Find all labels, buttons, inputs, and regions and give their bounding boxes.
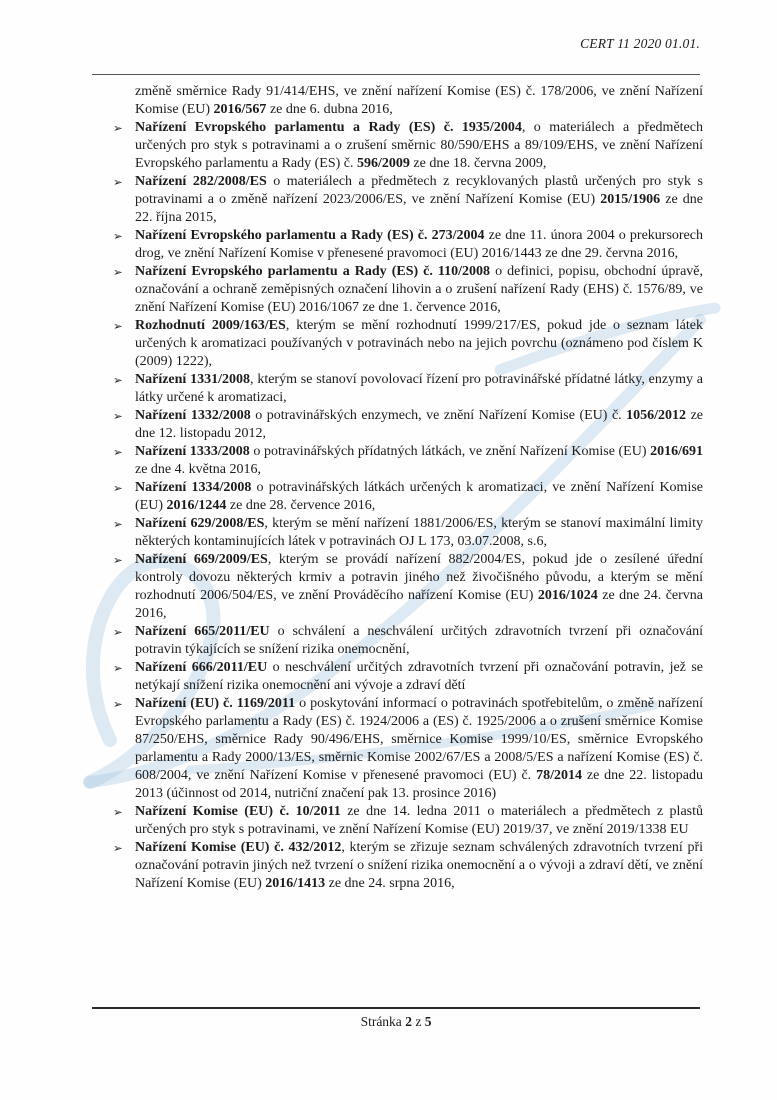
text-segment: ze dne 6. dubna 2016,: [266, 102, 393, 117]
arrow-bullet-icon: ➢: [113, 625, 123, 639]
text-segment: Nařízení Evropského parlamentu a Rady (ES) č. 273/2004: [135, 228, 485, 243]
document-body: [113, 83, 703, 893]
list-item-text: [135, 479, 703, 515]
text-segment: o schválení a neschválení určitých zdravotních tvrzení při označování potravin týkajících se snížení rizika onemocnění,: [135, 624, 703, 657]
text-segment: ze dne 14. ledna 2011 o materiálech a předmětech z plastů určených pro styk s potravinami, ve znění Nařízení Komise (EU) 2019/37, ve znění 2019/1338 EU: [135, 804, 703, 837]
list-item: [113, 695, 703, 803]
text-segment: o potravinářských enzymech, ve znění Nařízení Komise (EU) č.: [250, 408, 627, 423]
arrow-bullet-icon: ➢: [113, 553, 123, 567]
continuation-paragraph: [135, 83, 703, 119]
text-segment: o materiálech a předmětech z recyklovaných plastů určených pro styk s potravinami a o změně nařízení 2023/2006/ES, ve znění Nařízení Komise (EU): [135, 174, 703, 207]
text-segment: , kterým se stanoví povolovací řízení pro potravinářské přídatné látky, enzymy a látky určené k aromatizaci,: [135, 372, 703, 405]
text-segment: o definici, popisu, obchodní úpravě, označování a ochraně zeměpisných označení lihovin a o zrušení nařízení Rady (EHS) č. 1576/89, ve znění Nařízení Komise (EU) 2016/1067 ze dne 1. července 2016,: [135, 264, 703, 315]
text-segment: , kterým se mění nařízení 1881/2006/ES, kterým se stanoví maximální limity některých kontaminujících látek v potravinách OJ L 173, 03.07.2008, s.6,: [135, 516, 703, 549]
list-item: [113, 803, 703, 839]
text-segment: 2016/1244: [166, 498, 227, 513]
header-divider: [92, 74, 700, 75]
arrow-bullet-icon: ➢: [113, 121, 123, 135]
arrow-bullet-icon: ➢: [113, 319, 123, 333]
list-item: [113, 317, 703, 371]
text-segment: 596/2009: [357, 156, 410, 171]
text-segment: 2016/691: [650, 444, 703, 459]
arrow-bullet-icon: ➢: [113, 409, 123, 423]
regulation-list: [113, 119, 703, 893]
list-item-text: [135, 173, 703, 227]
text-segment: Nařízení 282/2008/ES: [135, 174, 267, 189]
list-item-text: [135, 803, 703, 839]
text-segment: o potravinářských látkách určených k aromatizaci, ve znění Nařízení Komise (EU): [135, 480, 703, 513]
text-segment: , kterým se mění rozhodnutí 1999/217/ES, pokud jde o seznam látek určených k aromatizaci používaných v potravinách nebo na jejich povrchu (oznámeno pod číslem K (2009) 1222),: [135, 318, 703, 369]
document-header: [580, 36, 700, 52]
list-item-text: [135, 659, 703, 695]
list-item: [113, 659, 703, 695]
text-segment: Nařízení 1332/2008: [135, 408, 251, 423]
arrow-bullet-icon: ➢: [113, 841, 123, 855]
arrow-bullet-icon: ➢: [113, 445, 123, 459]
text-segment: 78/2014: [536, 768, 582, 783]
arrow-bullet-icon: ➢: [113, 517, 123, 531]
list-item: [113, 515, 703, 551]
footer-page-total: 5: [424, 1014, 432, 1029]
list-item: [113, 263, 703, 317]
page-footer: [92, 1014, 700, 1030]
text-segment: Nařízení 1333/2008: [135, 444, 250, 459]
text-segment: Nařízení Evropského parlamentu a Rady (ES) č. 1935/2004: [135, 120, 522, 135]
list-item-text: [135, 407, 703, 443]
text-segment: , kterým se zřizuje seznam schválených zdravotních tvrzení při označování potravin jiných než tvrzení o snížení rizika onemocnění a o vývoji a zdraví dětí, ve znění Nařízení Komise (EU): [135, 840, 704, 891]
text-segment: Nařízení 1331/2008: [135, 372, 251, 387]
text-segment: 2016/567: [213, 102, 267, 117]
list-item: [113, 371, 703, 407]
text-segment: o potravinářských přídatných látkách, ve znění Nařízení Komise (EU): [249, 444, 651, 459]
list-item-text: [135, 371, 703, 407]
text-segment: ze dne 22. listopadu 2013 (účinnost od 2014, nutriční značení pak 13. prosince 2016): [135, 768, 703, 801]
text-segment: Nařízení Evropského parlamentu a Rady (ES) č. 110/2008: [135, 264, 491, 279]
text-segment: Nařízení Komise (EU) č. 432/2012: [135, 840, 342, 855]
list-item: [113, 407, 703, 443]
text-segment: 1056/2012: [626, 408, 687, 423]
text-segment: Nařízení 666/2011/EU: [135, 660, 268, 675]
list-item: [113, 551, 703, 623]
text-segment: ze dne 12. listopadu 2012,: [135, 408, 703, 441]
doc-code: CERT 11 2020 01.01.: [580, 36, 700, 51]
footer-divider: [92, 1007, 700, 1009]
text-segment: ze dne 28. července 2016,: [226, 498, 376, 513]
list-item-text: [135, 515, 703, 551]
list-item-text: [135, 443, 703, 479]
text-segment: ze dne 24. června 2016,: [135, 588, 703, 621]
text-segment: 2015/1906: [600, 192, 661, 207]
list-item-text: [135, 227, 703, 263]
list-item-text: [135, 551, 703, 623]
text-segment: 2016/1024: [537, 588, 598, 603]
list-item-text: [135, 119, 703, 173]
text-segment: ze dne 18. června 2009,: [409, 156, 547, 171]
text-segment: , kterým se provádí nařízení 882/2004/ES, pokud jde o zesílené úřední kontroly dovozu některých krmiv a potravin jiného než živočišného původu, a kterým se mění rozhodnutí 2006/504/ES, ve znění Prováděcího nařízení Komise (EU): [135, 552, 703, 603]
footer-of-label: z: [411, 1014, 425, 1029]
footer-page-label: Stránka: [360, 1014, 406, 1029]
arrow-bullet-icon: ➢: [113, 805, 123, 819]
text-segment: Nařízení 669/2009/ES: [135, 552, 268, 567]
list-item: [113, 227, 703, 263]
arrow-bullet-icon: ➢: [113, 229, 123, 243]
text-segment: Rozhodnutí 2009/163/ES: [135, 318, 286, 333]
text-segment: Nařízení Komise (EU) č. 10/2011: [135, 804, 341, 819]
arrow-bullet-icon: ➢: [113, 373, 123, 387]
text-segment: Nařízení 1334/2008: [135, 480, 252, 495]
footer-page-number: 2: [405, 1014, 412, 1029]
list-item: [113, 119, 703, 173]
list-item-text: [135, 317, 703, 371]
text-segment: ze dne 24. srpna 2016,: [325, 876, 455, 891]
arrow-bullet-icon: ➢: [113, 175, 123, 189]
text-segment: změně směrnice Rady 91/414/EHS, ve znění nařízení Komise (ES) č. 178/2006, ve znění Nařízení Komise (EU): [135, 84, 703, 117]
text-segment: Nařízení 629/2008/ES: [135, 516, 265, 531]
list-item-text: [135, 623, 703, 659]
list-item: [113, 623, 703, 659]
list-item: [113, 839, 703, 893]
text-segment: o poskytování informací o potravinách spotřebitelům, o změně nařízení Evropského parlamentu a Rady (ES) č. 1924/2006 a (ES) č. 1925/2006 a o zrušení směrnice Komise 87/250/EHS, směrnice Rady 90/496/EHS, směrnice Komise 1999/10/ES, směrnice Evropského parlamentu a Rady 2000/13/ES, směrnic Komise 2002/67/ES a 2008/5/ES a nařízení Komise (ES) č. 608/2004, ve znění Nařízení Komise v přenesené pravomoci (EU) č.: [135, 696, 704, 783]
text-segment: , o materiálech a předmětech určených pro styk s potravinami a o zrušení směrnic 80/590/EHS a 89/109/EHS, ve znění Nařízení Evropského parlamentu a Rady (ES) č.: [135, 120, 703, 171]
text-segment: 2016/1413: [265, 876, 326, 891]
arrow-bullet-icon: ➢: [113, 661, 123, 675]
text-segment: Nařízení (EU) č. 1169/2011: [135, 696, 296, 711]
text-segment: ze dne 22. října 2015,: [135, 192, 703, 225]
arrow-bullet-icon: ➢: [113, 697, 123, 711]
list-item-text: [135, 695, 703, 803]
text-segment: o neschválení určitých zdravotních tvrzení při označování potravin, jež se netýkají snížení rizika onemocnění ani vývoje a zdraví dětí: [135, 660, 703, 693]
arrow-bullet-icon: ➢: [113, 265, 123, 279]
list-item-text: [135, 839, 703, 893]
list-item: [113, 479, 703, 515]
text-segment: ze dne 11. února 2004 o prekursorech drog, ve znění Nařízení Komise v přenesené pravomoci (EU) 2016/1443 ze dne 29. června 2016,: [135, 228, 703, 261]
list-item: [113, 443, 703, 479]
text-segment: ze dne 4. května 2016,: [135, 462, 261, 477]
list-item: [113, 173, 703, 227]
list-item-text: [135, 263, 703, 317]
arrow-bullet-icon: ➢: [113, 481, 123, 495]
text-segment: Nařízení 665/2011/EU: [135, 624, 270, 639]
